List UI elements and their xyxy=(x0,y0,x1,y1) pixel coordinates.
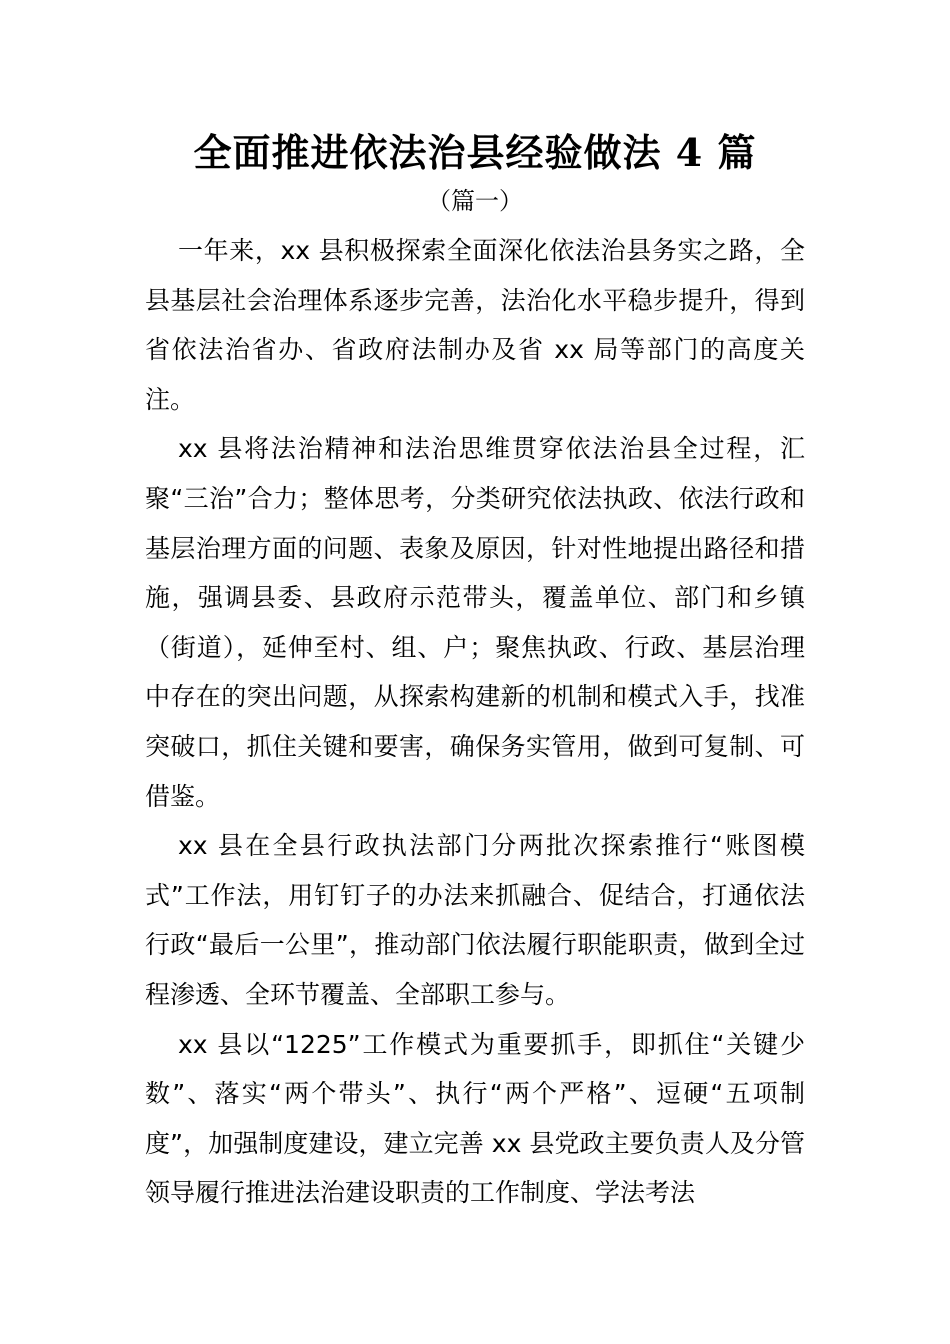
document-body xyxy=(145,226,805,1218)
paragraph: xx 县在全县行政执法部门分两批次探索推行“账图模式”工作法，用钉钉子的办法来抓融合、促结合，打通依法行政“最后一公里”，推动部门依法履行职能职责，做到全过程渗透、全环节覆盖、全部职工参与。 xyxy=(145,831,805,1009)
paragraph: xx 县以“1225”工作模式为重要抓手，即抓住“关键少数”、落实“两个带头”、执行“两个严格”、逗硬“五项制度”，加强制度建设，建立完善 xx 县党政主要负责人及分管领导履行推进法治建设职责的工作制度、学法考法 xyxy=(145,1029,805,1208)
document-subtitle: （篇一） xyxy=(427,187,523,215)
paragraph: 一年来，xx 县积极探索全面深化依法治县务实之路，全县基层社会治理体系逐步完善，法治化水平稳步提升，得到省依法治省办、省政府法制办及省 xx 局等部门的高度关注。 xyxy=(145,236,805,414)
document-title: 全面推进依法治县经验做法 4 篇 xyxy=(193,130,757,175)
paragraph: xx 县将法治精神和法治思维贯穿依法治县全过程，汇聚“三治”合力；整体思考，分类研究依法执政、依法行政和基层治理方面的问题、表象及原因，针对性地提出路径和措施，强调县委、县政府示范带头，覆盖单位、部门和乡镇（街道），延伸至村、组、户；聚焦执政、行政、基层治理中存在的突出问题，从探索构建新的机制和模式入手，找准突破口，抓住关键和要害，确保务实管用，做到可复制、可借鉴。 xyxy=(145,434,805,811)
